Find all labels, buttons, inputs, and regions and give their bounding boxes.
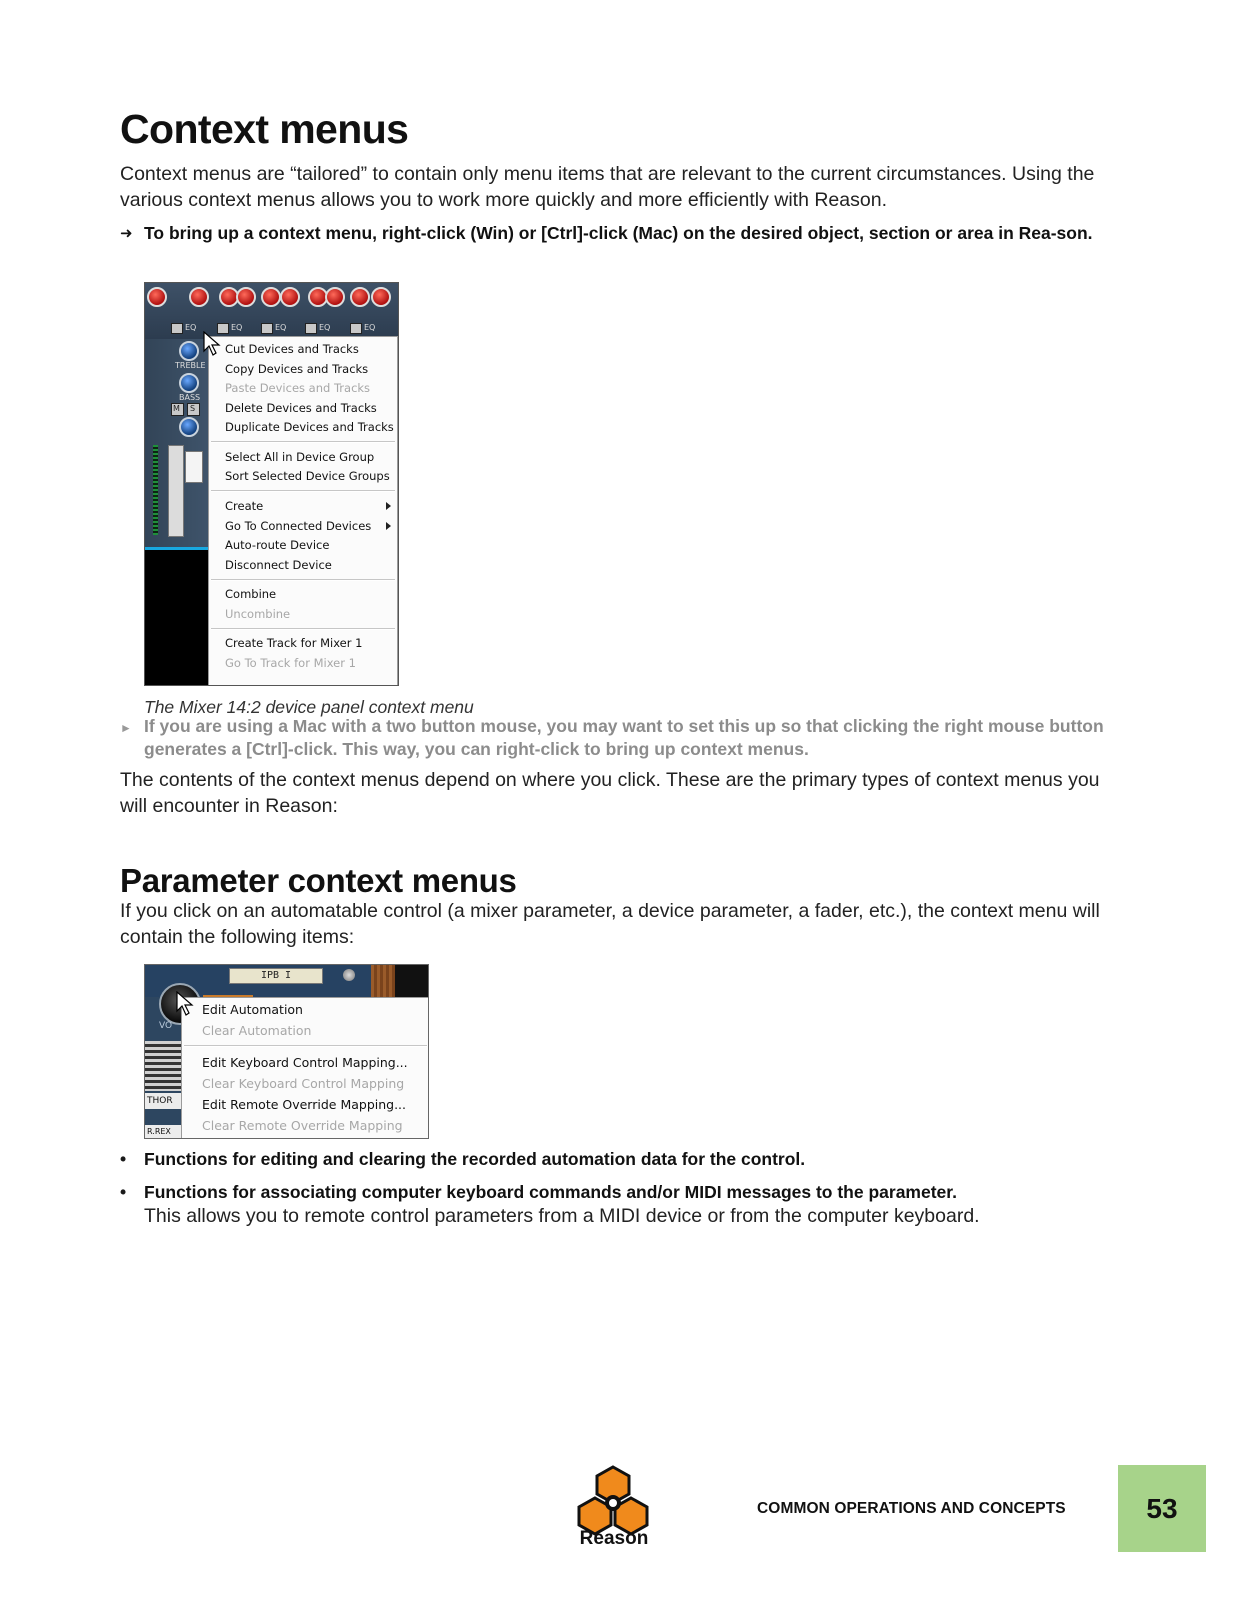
menu-item-edit-keyboard-mapping[interactable]: Edit Keyboard Control Mapping... <box>202 1055 408 1070</box>
intro-paragraph: Context menus are “tailored” to contain only menu items that are relevant to the current circumstances. Using the various context menus allows you to work more quickly and more efficiently with Reason. <box>120 163 1095 211</box>
bullet-normal-text: This allows you to remote control parameters from a MIDI device or from the computer keyboard. <box>144 1205 980 1227</box>
red-knob-icon <box>350 287 370 307</box>
bass-label: BASS <box>179 393 201 402</box>
volume-label: VO <box>159 1021 173 1031</box>
red-knob-icon <box>147 287 167 307</box>
eq-toggle <box>261 323 273 334</box>
instruction-text: To bring up a context menu, right-click (Win) or [Ctrl]-click (Mac) on the desired object, section or area in Rea-son. <box>144 223 1093 243</box>
logo-label: Reason <box>579 1528 649 1549</box>
pan-knob-icon <box>179 417 199 437</box>
bass-knob-icon <box>179 373 199 393</box>
rrex-label: R.REX <box>145 1125 183 1138</box>
red-knob-icon <box>371 287 391 307</box>
menu-item-go-to-connected[interactable]: Go To Connected Devices <box>225 519 372 533</box>
menu-separator <box>184 1045 427 1047</box>
menu-item-edit-automation[interactable]: Edit Automation <box>202 1002 303 1017</box>
mixer-channel-strips <box>145 283 398 339</box>
menu-item-delete[interactable]: Delete Devices and Tracks <box>225 401 377 415</box>
menu-item-auto-route[interactable]: Auto-route Device <box>225 538 330 552</box>
menu-item-clear-automation: Clear Automation <box>202 1023 312 1038</box>
page-number-box <box>1118 1465 1206 1552</box>
page-title: Context menus <box>120 106 409 152</box>
menu-item-go-to-track: Go To Track for Mixer 1 <box>225 656 356 670</box>
menu-separator <box>211 628 395 630</box>
menu-separator <box>211 490 395 492</box>
red-knob-icon <box>189 287 209 307</box>
mixer-lower-panel <box>145 339 210 547</box>
device-context-menu <box>208 336 398 686</box>
red-knob-icon <box>261 287 281 307</box>
submenu-arrow-icon <box>386 522 391 530</box>
red-knob-icon <box>325 287 345 307</box>
menu-item-copy[interactable]: Copy Devices and Tracks <box>225 362 369 376</box>
menu-item-edit-remote-override[interactable]: Edit Remote Override Mapping... <box>202 1097 407 1112</box>
eq-toggle <box>350 323 362 334</box>
mac-note <box>120 715 1130 761</box>
param-intro-paragraph: If you click on an automatable control (a mixer parameter, a device parameter, a fader, etc.), the context menu will contain the following items: <box>120 900 1100 948</box>
eq-label: EQ <box>275 323 287 332</box>
black-panel <box>395 965 428 997</box>
menu-separator <box>211 441 395 443</box>
note-arrow-icon: ► <box>120 721 132 735</box>
bullet-dot: • <box>120 1182 127 1202</box>
menu-item-sort[interactable]: Sort Selected Device Groups <box>225 469 390 483</box>
solo-label: S <box>190 404 196 413</box>
mixer-context-menu-screenshot <box>144 282 399 686</box>
submenu-arrow-icon <box>386 502 391 510</box>
menu-item-duplicate[interactable]: Duplicate Devices and Tracks <box>225 420 394 434</box>
screw-icon <box>343 969 355 981</box>
arrow-icon: ➜ <box>120 225 133 242</box>
section-heading: Parameter context menus <box>120 862 517 899</box>
mouse-cursor-icon <box>176 991 194 1017</box>
eq-label: EQ <box>364 323 376 332</box>
mouse-cursor-icon <box>203 331 221 357</box>
thor-label: THOR <box>145 1093 183 1109</box>
patch-name-display: IPB I <box>229 968 323 984</box>
menu-separator <box>211 579 395 581</box>
eq-toggle <box>305 323 317 334</box>
rack-stripes <box>145 1041 183 1091</box>
menu-item-uncombine: Uncombine <box>225 607 291 621</box>
bullet-dot: • <box>120 1149 127 1169</box>
eq-label: EQ <box>319 323 331 332</box>
list-item <box>120 1147 1130 1171</box>
eq-label: EQ <box>231 323 243 332</box>
eq-toggle <box>171 323 183 334</box>
bullet-bold-text: Functions for editing and clearing the recorded automation data for the control. <box>144 1149 806 1169</box>
red-knob-icon <box>236 287 256 307</box>
menu-item-paste: Paste Devices and Tracks <box>225 381 371 395</box>
selection-line <box>145 547 210 550</box>
treble-knob-icon <box>179 341 199 361</box>
figure-caption: The Mixer 14:2 device panel context menu <box>144 697 474 717</box>
menu-item-clear-keyboard-mapping: Clear Keyboard Control Mapping <box>202 1076 405 1091</box>
footer-section-title: COMMON OPERATIONS AND CONCEPTS <box>757 1500 1066 1517</box>
page-number: 53 <box>1146 1493 1178 1524</box>
level-meter <box>153 445 158 535</box>
fader-handle <box>185 451 203 483</box>
fader-track <box>168 445 184 537</box>
menu-item-cut[interactable]: Cut Devices and Tracks <box>225 342 359 356</box>
mute-label: M <box>173 404 180 413</box>
list-item <box>120 1180 1130 1228</box>
menu-item-combine[interactable]: Combine <box>225 587 277 601</box>
red-knob-icon <box>280 287 300 307</box>
eq-label: EQ <box>185 323 197 332</box>
menu-item-create[interactable]: Create <box>225 499 264 513</box>
menu-item-disconnect[interactable]: Disconnect Device <box>225 558 332 572</box>
menu-item-clear-remote-override: Clear Remote Override Mapping <box>202 1118 403 1133</box>
menu-item-select-all[interactable]: Select All in Device Group <box>225 450 375 464</box>
wood-panel <box>371 965 395 997</box>
contents-paragraph: The contents of the context menus depend on where you click. These are the primary types of context menus you will encounter in Reason: <box>120 769 1100 817</box>
parameter-context-menu <box>181 997 429 1139</box>
treble-label: TREBLE <box>175 361 206 370</box>
parameter-context-menu-screenshot <box>144 964 429 1139</box>
instruction <box>120 222 1130 245</box>
menu-item-create-track[interactable]: Create Track for Mixer 1 <box>225 636 363 650</box>
mac-note-text: If you are using a Mac with a two button mouse, you may want to set this up so that clicking the right mouse button generates a [Ctrl]-click. This way, you can right-click to bring up context menus. <box>144 716 1104 759</box>
bullet-bold-text: Functions for associating computer keyboard commands and/or MIDI messages to the parameter. <box>144 1182 957 1202</box>
